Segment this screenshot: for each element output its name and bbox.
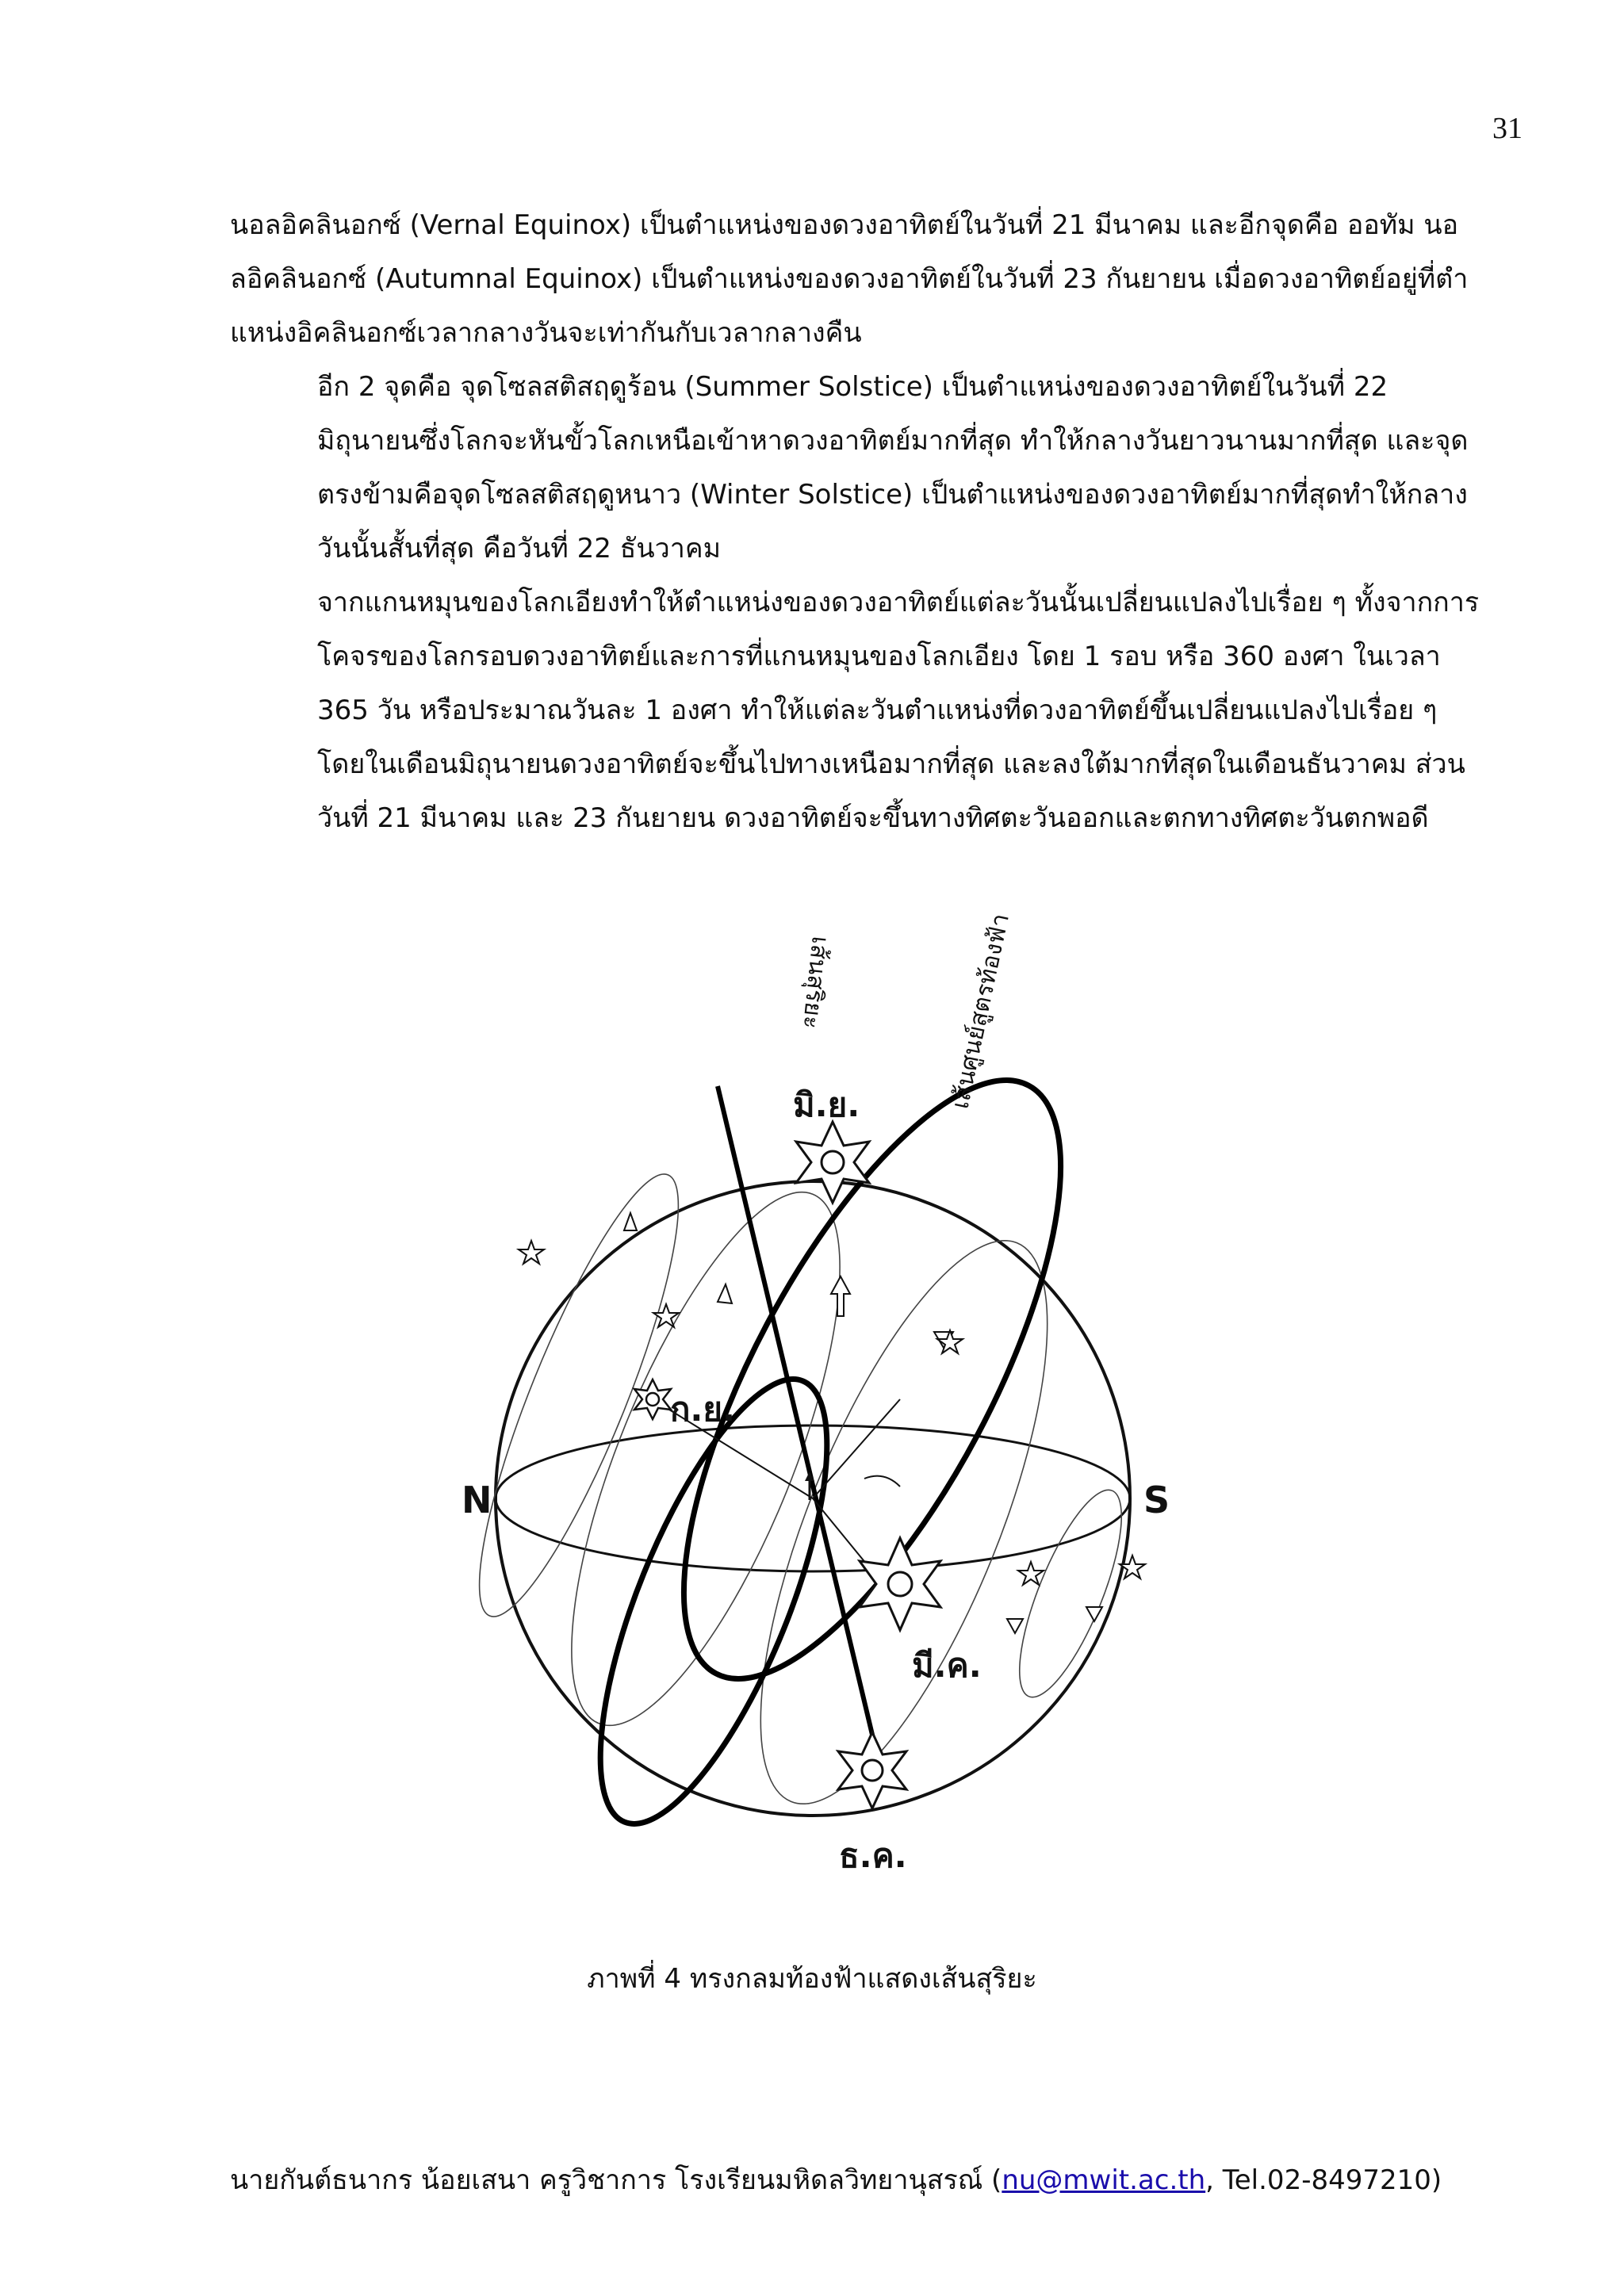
label-march: มี.ค.: [912, 1646, 982, 1685]
label-ecliptic: เส้นสุริยะ: [796, 935, 834, 1031]
diurnal-path: [703, 1207, 1105, 1838]
page-number: 31: [1492, 112, 1522, 145]
diurnal-path: [999, 1479, 1141, 1709]
footer: [230, 2158, 1499, 2201]
label-north: N: [462, 1479, 492, 1521]
figure-caption: ภาพที่ 4 ทรงกลมท้องฟ้าแสดงเส้นสุริยะ: [587, 1963, 1037, 1995]
footer-text: นายกันต์ธนากร น้อยเสนา ครูวิชาการ โรงเรียนมหิดลวิทยานุสรณ์ (: [230, 2164, 1002, 2196]
email-link[interactable]: nu@mwit.ac.th: [1002, 2164, 1206, 2196]
sun-march-icon: [860, 1538, 940, 1630]
celestial-equator-path: [611, 1030, 1133, 1730]
sun-september-icon: [634, 1380, 671, 1419]
label-december: ธ.ค.: [839, 1836, 907, 1875]
sun-june-icon: [796, 1122, 869, 1203]
paragraph-equinox: นอลอิคลินอกซ์ (Vernal Equinox) เป็นตำแหน่งของดวงอาทิตย์ในวันที่ 21 มีนาคม และอีกจุดคือ ออทัม นอลอิคลินอกซ์ (Autumnal Equinox) เป็นตำแหน่งของดวงอาทิตย์ในวันที่ 23 กันยายน เมื่อดวงอาทิตย์อยู่ที่ตำแหน่งอิคลินอกซ์เวลากลางวันจะเท่ากันกับเวลากลางคืน: [230, 209, 1469, 349]
label-june: มิ.ย.: [793, 1085, 860, 1124]
footer-tel: , Tel.02-8497210): [1205, 2164, 1442, 2196]
label-september: ก.ย.: [670, 1390, 735, 1429]
label-celestial-equator: เส้นศูนย์สูตรท้องฟ้า: [946, 911, 1015, 1112]
body-text: [230, 198, 1483, 845]
label-south: S: [1143, 1479, 1170, 1521]
paragraph-solstice: อีก 2 จุดคือ จุดโซลสติสฤดูร้อน (Summer Solstice) เป็นตำแหน่งของดวงอาทิตย์ในวันที่ 22 มิถุนายนซึ่งโลกจะหันขั้วโลกเหนือเข้าหาดวงอาทิตย์มากที่สุด ทำให้กลางวันยาวนานมากที่สุด และจุดตรงข้ามคือจุดโซลสติสฤดูหนาว (Winter Solstice) เป็นตำแหน่งของดวงอาทิตย์มากที่สุดทำให้กลางวันนั้นสั้นที่สุด คือวันที่ 22 ธันวาคม: [317, 371, 1469, 564]
celestial-sphere-figure: [460, 904, 1237, 1887]
sun-december-icon: [838, 1732, 906, 1808]
celestial-sphere-diagram: [460, 904, 1237, 1887]
paragraph-axis-tilt: จากแกนหมุนของโลกเอียงทำให้ตำแหน่งของดวงอาทิตย์แต่ละวันนั้นเปลี่ยนแปลงไปเรื่อย ๆ ทั้งจากการโคจรของโลกรอบดวงอาทิตย์และการที่แกนหมุนของโลกเอียง โดย 1 รอบ หรือ 360 องศา ในเวลา 365 วัน หรือประมาณวันละ 1 องศา ทำให้แต่ละวันตำแหน่งที่ดวงอาทิตย์ขึ้นเปลี่ยนแปลงไปเรื่อย ๆ โดยในเดือนมิถุนายนดวงอาทิตย์จะขึ้นไปทางเหนือมากที่สุด และลงใต้มากที่สุดในเดือนธันวาคม ส่วนวันที่ 21 มีนาคม และ 23 กันยายน ดวงอาทิตย์จะขึ้นทางทิศตะวันออกและตกทางทิศตะวันตกพอดี: [317, 587, 1480, 834]
